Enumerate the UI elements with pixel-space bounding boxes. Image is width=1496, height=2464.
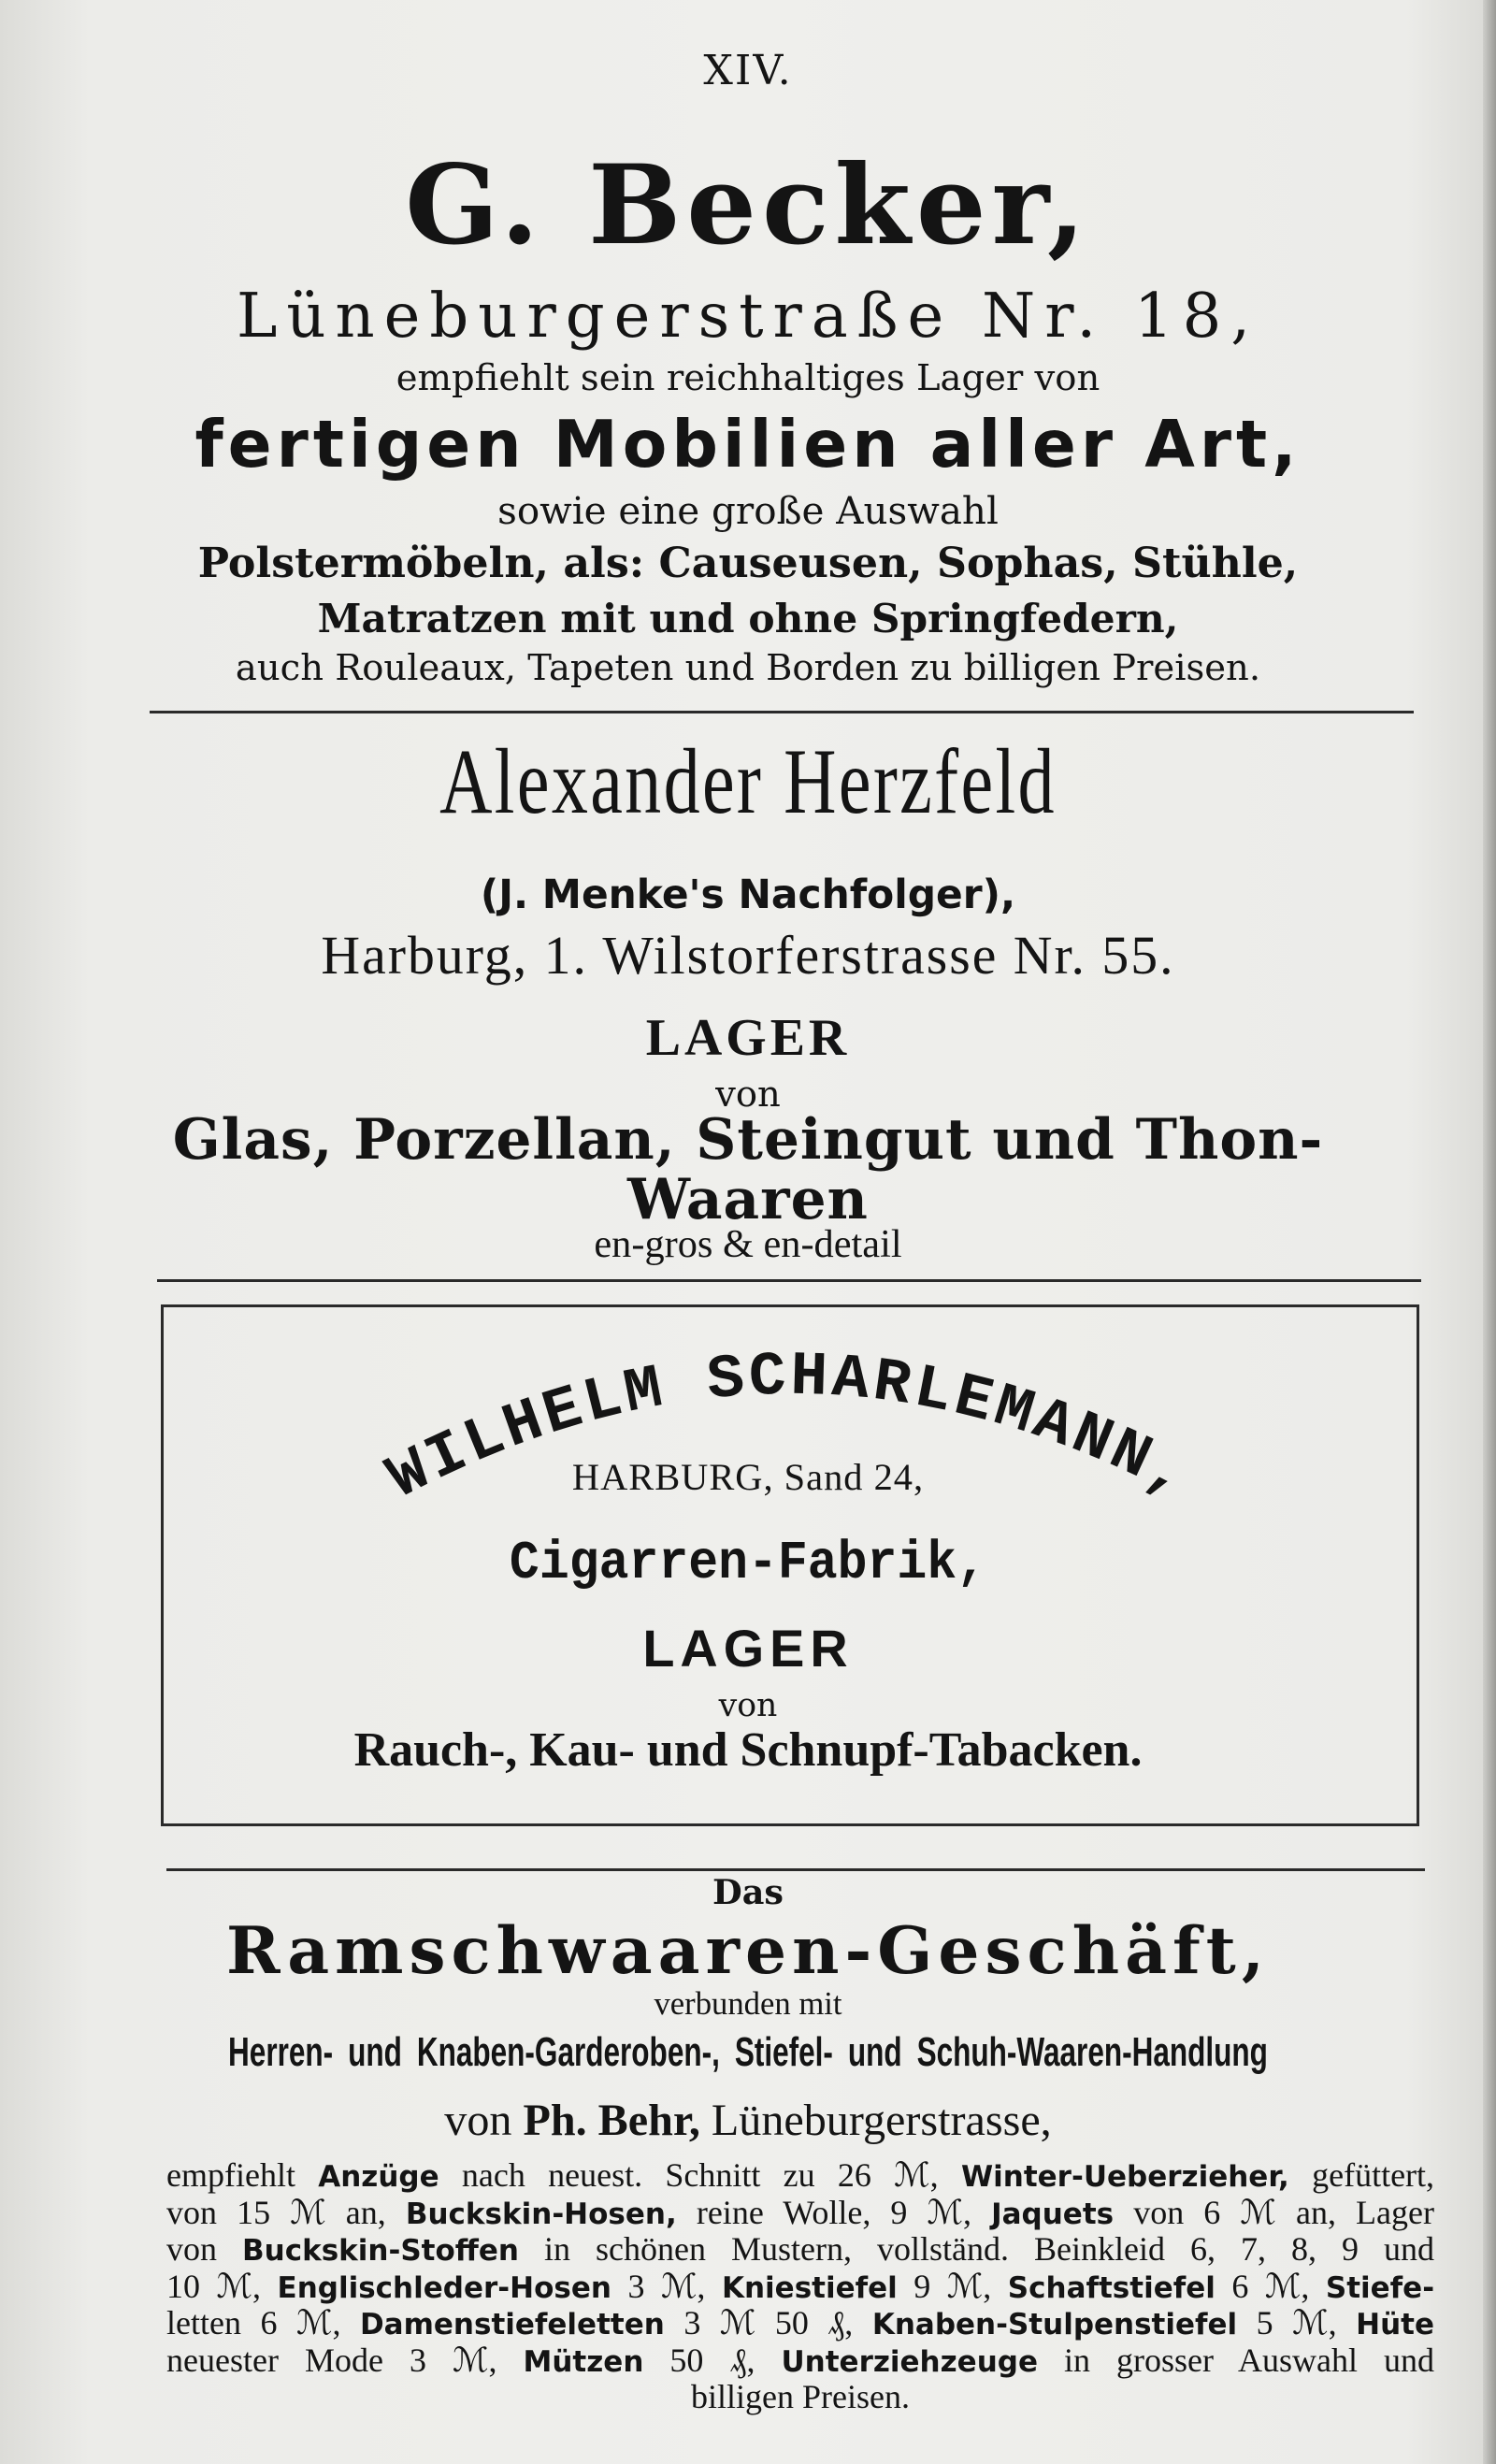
text-run: von 15 ℳ an, bbox=[166, 2193, 386, 2231]
behr-body-text bbox=[166, 2158, 1434, 2415]
text-run-bold: Mützen bbox=[523, 2344, 644, 2379]
text-run: letten 6 ℳ, bbox=[166, 2304, 341, 2342]
text-run-bold: Anzüge bbox=[318, 2160, 439, 2194]
becker-line-1: empfiehlt sein reichhaltiges Lager von bbox=[396, 357, 1100, 399]
text-run-bold: Schaftstiefel bbox=[1007, 2270, 1216, 2305]
text-run: 5 ℳ, bbox=[1256, 2304, 1337, 2342]
text-run: 6 ℳ, bbox=[1231, 2267, 1310, 2305]
text-run-bold: Englischleder-Hosen bbox=[277, 2270, 611, 2305]
herzfeld-von: von bbox=[715, 1073, 781, 1116]
behr-body-line bbox=[166, 2232, 1434, 2269]
text-run: in schönen Mustern, vollständ. Beinkleid 6, 7, 8, 9 und bbox=[544, 2230, 1435, 2268]
text-run: 9 ℳ, bbox=[913, 2267, 992, 2305]
divider-rule-3 bbox=[166, 1868, 1425, 1871]
divider-rule-1 bbox=[150, 711, 1414, 713]
behr-herren-line: Herren- und Knaben-Garderoben-, Stiefel- und Schuh-Waaren-Handlung bbox=[228, 2029, 1268, 2075]
becker-line-3: sowie eine große Auswahl bbox=[497, 488, 999, 533]
herzfeld-name: Alexander Herzfeld bbox=[439, 729, 1057, 833]
behr-body-line bbox=[166, 2343, 1434, 2381]
text-run: 3 ℳ 50 ₰, bbox=[683, 2304, 854, 2342]
text-run: billigen Preisen. bbox=[691, 2378, 910, 2415]
behr-body-line bbox=[166, 2380, 1434, 2415]
behr-das: Das bbox=[712, 1872, 784, 1912]
scharlemann-goods: Rauch-, Kau- und Schnupf-Tabacken. bbox=[353, 1723, 1143, 1777]
becker-address: Lüneburgerstraße Nr. 18, bbox=[236, 281, 1260, 352]
text-run-bold: Kniestiefel bbox=[721, 2270, 898, 2305]
becker-line-4: Polstermöbeln, als: Causeusen, Sophas, Stühle, bbox=[197, 539, 1299, 587]
scharlemann-address: HARBURG, Sand 24, bbox=[571, 1456, 925, 1498]
scharlemann-fabrik: Cigarren-Fabrik, bbox=[509, 1534, 987, 1594]
herzfeld-goods-line-1: Glas, Porzellan, Steingut und Thon- bbox=[172, 1107, 1324, 1173]
herzfeld-engros: en-gros & en-detail bbox=[594, 1222, 902, 1266]
text-run: 10 ℳ, bbox=[166, 2267, 261, 2305]
becker-line-5: Matratzen mit und ohne Springfedern, bbox=[317, 595, 1179, 641]
text-run: reine Wolle, 9 ℳ, bbox=[696, 2193, 971, 2231]
scharlemann-lager: LAGER bbox=[642, 1619, 854, 1678]
text-run-bold: Damenstiefeletten bbox=[359, 2308, 665, 2342]
scharlemann-von: von bbox=[718, 1687, 778, 1724]
text-run: 3 ℳ, bbox=[627, 2267, 706, 2305]
text-run: 50 ₰, bbox=[669, 2341, 755, 2379]
text-run-bold: Jaquets bbox=[991, 2197, 1115, 2231]
text-run-bold: Buckskin-Stoffen bbox=[242, 2234, 519, 2268]
scharlemann-arched-name bbox=[161, 1309, 1419, 1552]
behr-owner-line bbox=[0, 2095, 1496, 2146]
text-run: gefüttert, bbox=[1312, 2156, 1435, 2194]
becker-line-2: fertigen Mobilien aller Art, bbox=[194, 408, 1302, 483]
herzfeld-successor: (J. Menke's Nachfolger), bbox=[480, 872, 1016, 917]
behr-body-line bbox=[166, 2158, 1434, 2196]
text-run: in grosser Auswahl und bbox=[1064, 2341, 1435, 2379]
scharlemann-name: WILHELM SCHARLEMANN, bbox=[376, 1341, 1204, 1515]
text-run-bold: Knaben-Stulpenstiefel bbox=[871, 2308, 1238, 2342]
text-run: von bbox=[166, 2230, 217, 2268]
text-run: neuester Mode 3 ℳ, bbox=[166, 2341, 497, 2379]
behr-street: Lüneburgerstrasse, bbox=[711, 2096, 1052, 2145]
divider-rule-2 bbox=[157, 1279, 1421, 1282]
behr-title: Ramschwaaren-Geschäft, bbox=[226, 1913, 1270, 1989]
text-run-bold: Hüte bbox=[1356, 2308, 1435, 2342]
behr-von: von bbox=[444, 2096, 512, 2145]
text-run-bold: Buckskin-Hosen, bbox=[405, 2197, 677, 2231]
herzfeld-lager: LAGER bbox=[645, 1009, 851, 1067]
behr-body-line bbox=[166, 2193, 1434, 2233]
behr-body-line bbox=[166, 2306, 1434, 2343]
herzfeld-goods-line-2: Waaren bbox=[627, 1167, 869, 1232]
becker-line-6: auch Rouleaux, Tapeten und Borden zu billigen Preisen. bbox=[235, 647, 1261, 689]
becker-name: G. Becker, bbox=[405, 140, 1091, 269]
herzfeld-address: Harburg, 1. Wilstorferstrasse Nr. 55. bbox=[321, 927, 1175, 986]
text-run: nach neuest. Schnitt zu 26 ℳ, bbox=[461, 2156, 939, 2194]
text-run-bold: Stiefe- bbox=[1325, 2270, 1435, 2305]
behr-owner: Ph. Behr, bbox=[523, 2096, 700, 2145]
behr-body-line bbox=[166, 2269, 1434, 2307]
behr-verbunden: verbunden mit bbox=[654, 1986, 842, 2022]
text-run: von 6 ℳ an, Lager bbox=[1133, 2193, 1434, 2231]
text-run-bold: Winter-Ueberzieher, bbox=[960, 2160, 1289, 2194]
page-number: XIV. bbox=[703, 47, 793, 94]
text-run-bold: Unterziehzeuge bbox=[781, 2344, 1038, 2379]
text-run: empfiehlt bbox=[166, 2156, 295, 2194]
